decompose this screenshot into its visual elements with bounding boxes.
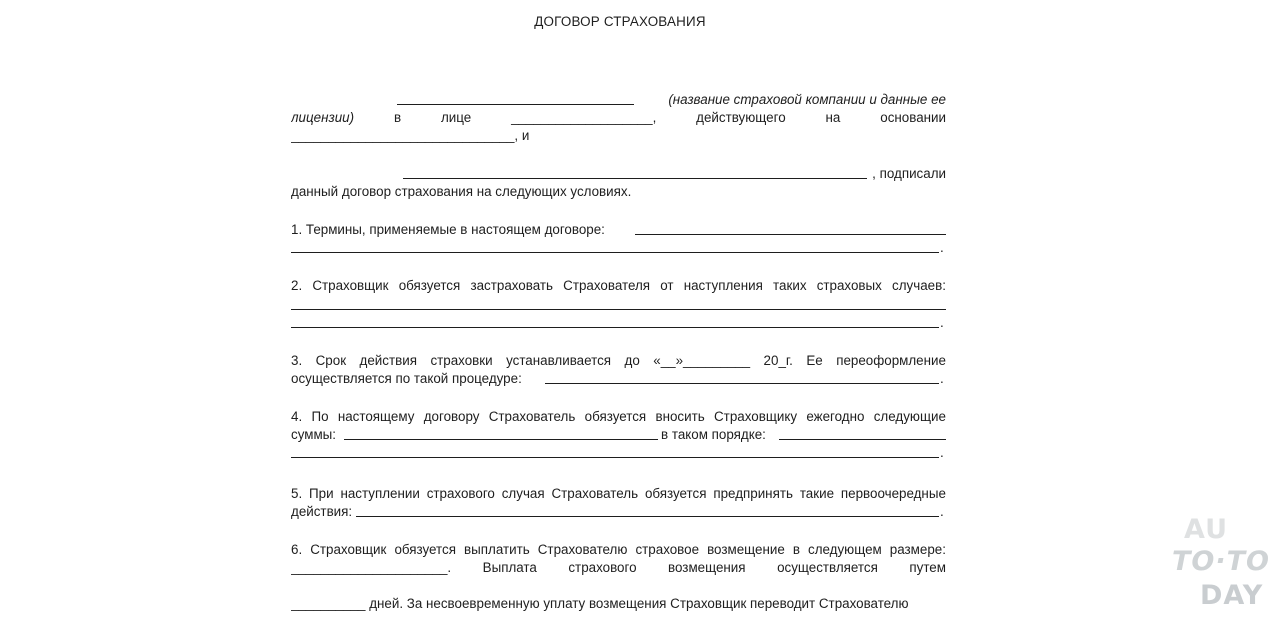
word: Срок xyxy=(315,353,347,368)
clause-3-line-1 xyxy=(291,352,946,370)
word: первоочередные xyxy=(840,486,946,501)
word: переоформление xyxy=(836,353,946,368)
clause-4-order-label: в таком порядке: xyxy=(661,427,766,442)
insurer-note: (название страховой компании и данные ее xyxy=(668,92,946,107)
clause-4-period: . xyxy=(940,445,944,460)
insurer-line-3: ______________________________, и xyxy=(291,128,530,143)
word: путем xyxy=(909,560,946,575)
word: таких xyxy=(773,278,807,293)
clause-6-line-4: __________ дней. За несвоевременную уплату возмещения Страховщик переводит Страхователю xyxy=(291,596,909,611)
word: вносить xyxy=(655,409,705,424)
word: наступлении xyxy=(340,486,420,501)
word: в xyxy=(393,110,402,125)
clause-1-line-1: 1. Термины, применяемые в настоящем договоре: xyxy=(291,222,605,237)
word: 5. xyxy=(291,486,303,501)
autotoday-watermark-logo xyxy=(1172,516,1272,616)
clause-6-line-1 xyxy=(291,541,946,559)
word: страховое xyxy=(635,542,700,557)
clause-4-underline-3 xyxy=(291,457,939,458)
clause-6-line-3 xyxy=(291,577,946,595)
clause-4-underline-sums xyxy=(344,439,658,440)
word: Ее xyxy=(806,353,823,368)
word: такие xyxy=(799,486,835,501)
word: договору xyxy=(423,409,480,424)
clause-1-underline-1 xyxy=(635,234,946,235)
word: случая xyxy=(501,486,545,501)
word: «__»_________ xyxy=(653,353,751,368)
representative-blank: ___________________, xyxy=(511,110,657,125)
word: 6. xyxy=(291,542,303,557)
word: возмещения xyxy=(668,560,746,575)
watermark-line-1: AU xyxy=(1184,514,1228,545)
clause-6-line-2 xyxy=(291,559,946,577)
watermark-line-2: TO·TO xyxy=(1172,546,1270,577)
word: обязуется xyxy=(394,542,456,557)
insured-name-underline xyxy=(403,178,867,179)
clause-5-underline xyxy=(356,516,939,517)
word: Страхователь xyxy=(488,409,576,424)
word: следующие xyxy=(873,409,946,424)
word: Страховщику xyxy=(714,409,798,424)
clause-4-line-1 xyxy=(291,408,946,426)
clause-3-line-2: осуществляется по такой процедуре: xyxy=(291,371,522,386)
clause-1-period: . xyxy=(940,240,944,255)
word: устанавливается xyxy=(506,353,612,368)
word: осуществляется xyxy=(777,560,878,575)
clause-2-underline-2 xyxy=(291,327,939,328)
word: на xyxy=(825,110,841,125)
clause-5-line-1 xyxy=(291,485,946,503)
word: Страховщик xyxy=(312,278,389,293)
watermark-line-3: DAY xyxy=(1200,580,1264,611)
header-date xyxy=(758,53,948,71)
word: действия xyxy=(359,353,417,368)
clause-3-period: . xyxy=(940,371,944,386)
word: возмещение xyxy=(707,542,785,557)
word: размере: xyxy=(889,542,946,557)
clause-5-period: . xyxy=(940,504,944,519)
word: до xyxy=(624,353,640,368)
clause-2-period: . xyxy=(940,315,944,330)
word: наступления xyxy=(683,278,763,293)
word: страхового xyxy=(426,486,495,501)
word: застраховать xyxy=(470,278,553,293)
word: По xyxy=(311,409,329,424)
word: ежегодно xyxy=(806,409,865,424)
word: обязуется xyxy=(584,409,647,424)
word: Выплата xyxy=(482,560,537,575)
word: Страхователю xyxy=(537,542,628,557)
clause-2-underline-1 xyxy=(291,309,946,310)
word: предпринять xyxy=(713,486,793,501)
insurer-license-text: лицензии) xyxy=(291,110,355,125)
word: Страхователя xyxy=(563,278,651,293)
word: страхового xyxy=(568,560,637,575)
insured-line-2: данный договор страхования на следующих условиях. xyxy=(291,184,632,199)
word: от xyxy=(660,278,674,293)
clause-5-line-2: действия: xyxy=(291,504,353,519)
word: следующем xyxy=(808,542,882,557)
word: При xyxy=(309,486,334,501)
clause-4-sums-label: суммы: xyxy=(291,427,336,442)
word: действующего xyxy=(696,110,786,125)
word: в xyxy=(792,542,800,557)
word: лице xyxy=(440,110,472,125)
word: Страхователь xyxy=(551,486,639,501)
word: выплатить xyxy=(464,542,530,557)
insurer-name-underline xyxy=(397,104,634,105)
word: 2. xyxy=(291,278,303,293)
word: Страховщик xyxy=(310,542,387,557)
clause-3-underline xyxy=(545,383,939,384)
insured-line-1 xyxy=(291,165,946,183)
word: страховых xyxy=(816,278,882,293)
word: случаев: xyxy=(892,278,946,293)
word: обязуется xyxy=(644,486,707,501)
word: 3. xyxy=(291,353,303,368)
insurer-line-2 xyxy=(291,109,946,127)
word: обязуется xyxy=(398,278,461,293)
word: настоящему xyxy=(337,409,415,424)
document-title: ДОГОВОР СТРАХОВАНИЯ xyxy=(534,14,706,29)
word: 20_г. xyxy=(763,353,793,368)
amount-blank: _____________________. xyxy=(291,560,452,575)
clause-2-line-1 xyxy=(291,277,946,295)
insured-suffix: , подписали xyxy=(872,166,946,181)
word: страховки xyxy=(430,353,493,368)
word: 4. xyxy=(291,409,303,424)
word: основании xyxy=(880,110,946,125)
clause-4-underline-order xyxy=(779,439,946,440)
clause-1-underline-2 xyxy=(291,252,939,253)
